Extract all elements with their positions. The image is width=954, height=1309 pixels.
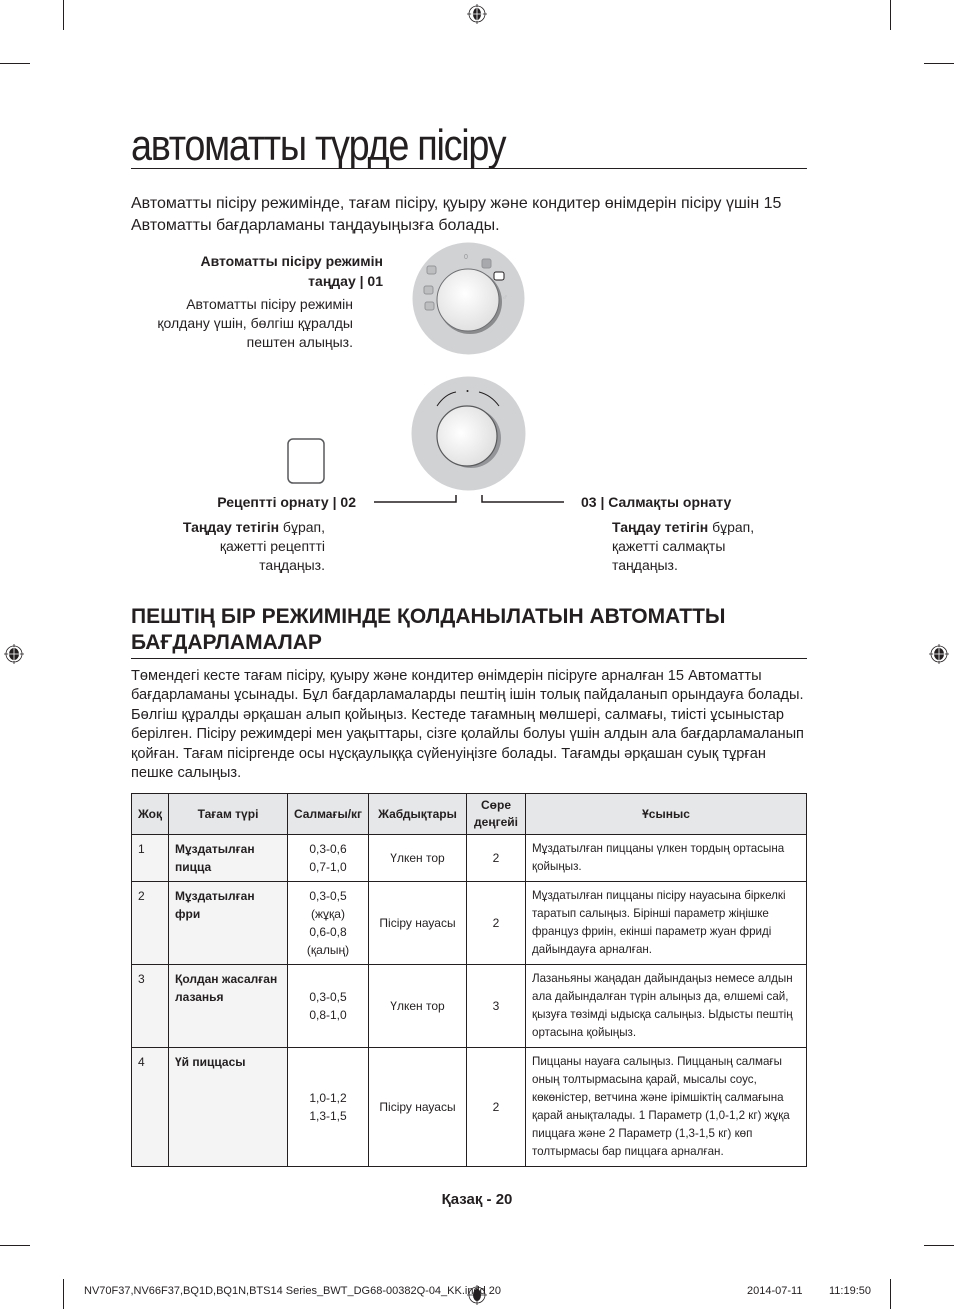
page-title: автоматты түрде пісіру <box>131 124 807 169</box>
cell-level: 2 <box>467 882 526 965</box>
table-row <box>132 835 807 882</box>
header-food: Тағам түрі <box>169 794 288 835</box>
header-weight: Салмағы/кг <box>288 794 369 835</box>
cell-weight: 0,3-0,5 (жұқа) 0,6-0,8 (қалың) <box>288 882 369 965</box>
cell-weight: 1,0-1,2 1,3-1,5 <box>288 1048 369 1167</box>
step-2-desc: Таңдау тетігін бұрап, қажетті рецептті таңдаңыз. <box>182 519 325 573</box>
cell-level: 2 <box>467 1048 526 1167</box>
section-title: ПЕШТІҢ БІР РЕЖИМІНДЕ ҚОЛДАНЫЛАТЫН АВТОМАТТЫ БАҒДАРЛАМАЛАР <box>131 604 807 659</box>
cell-no: 4 <box>132 1048 169 1167</box>
table-row <box>132 882 807 965</box>
crop-mark <box>63 1279 64 1309</box>
step-2-block <box>131 492 356 575</box>
table-header-row <box>132 794 807 835</box>
header-level: Сөре деңгейі <box>467 794 526 835</box>
header-no: Жоқ <box>132 794 169 835</box>
cell-level: 2 <box>467 835 526 882</box>
registration-mark-icon <box>3 643 25 665</box>
intro-paragraph: Автоматты пісіру режимінде, тағам пісіру, қуыру және кондитер өнімдерін пісіру үшін 15 Автоматты бағдарламаны таңдауыңызға болады. <box>131 195 782 234</box>
crop-mark <box>0 63 30 64</box>
cell-level: 3 <box>467 965 526 1048</box>
cell-food: Үй пиццасы <box>169 1048 288 1167</box>
step-1-title: Автоматты пісіру режимін таңдау | 01 <box>200 253 383 289</box>
table-row <box>132 1048 807 1167</box>
footer-time: 11:19:50 <box>829 1285 872 1297</box>
step-3-desc: Таңдау тетігін бұрап, қажетті салмақты таңдаңыз. <box>612 519 755 573</box>
cell-weight: 0,3-0,5 0,8-1,0 <box>288 965 369 1048</box>
table-row <box>132 965 807 1048</box>
crop-mark <box>924 1245 954 1246</box>
svg-text:0: 0 <box>464 254 468 261</box>
footer-file-name: NV70F37,NV66F37,BQ1D,BQ1N,BTS14 Series_BWT_DG68-00382Q-04_KK.indd 20 <box>84 1285 501 1297</box>
cell-recommendation: Мұздатылған пиццаны пісіру науасына біркелкі таратып салыңыз. Бірінші параметр жіңішке француз фриін, екінші параметр жуан фриді дайындауға арналған. <box>526 882 807 965</box>
crop-mark <box>924 63 954 64</box>
mode-selector-dial-icon <box>412 242 525 355</box>
registration-mark-icon <box>466 3 488 25</box>
cell-food: Қолдан жасалған лазанья <box>169 965 288 1048</box>
select-knob-icon <box>411 376 526 491</box>
crop-mark <box>890 1279 891 1309</box>
cell-food: Мұздатылған пицца <box>169 835 288 882</box>
crop-mark <box>890 0 891 30</box>
cell-recommendation: Пиццаны науаға салыңыз. Пиццаның салмағы оның толтырмасына қарай, мысалы соус, көкөністер, ветчина және ірімшіктің салмағына қарай анықталады. 1 Параметр (1,0-1,2 кг) жұқа пиццаға және 2 Параметр (1,3-1,5 кг) көп толтырмасы бар пиццаға арналған. <box>526 1048 807 1167</box>
cell-no: 1 <box>132 835 169 882</box>
registration-mark-icon <box>928 643 950 665</box>
page-number: Қазақ - 20 <box>441 1191 513 1208</box>
cell-accessory: Үлкен тор <box>369 835 467 882</box>
cell-recommendation: Лазаньяны жаңадан дайындаңыз немесе алдын ала дайындалған түрін алыңыз да, өлшемі сай, қызуға төзімді ыдысқа салыңыз. Ыдысты пештің ортасына қойыңыз. <box>526 965 807 1048</box>
auto-programs-table <box>131 793 807 1167</box>
header-recommendation: Ұсыныс <box>526 794 807 835</box>
cell-no: 2 <box>132 882 169 965</box>
step-1-desc: Автоматты пісіру режимін қолдану үшін, бөлгіш құралды пештен алыңыз. <box>157 296 353 350</box>
step-1-block <box>131 251 383 352</box>
cell-no: 3 <box>132 965 169 1048</box>
cell-accessory: Пісіру науасы <box>369 1048 467 1167</box>
connector-lines <box>370 490 570 510</box>
cell-accessory: Үлкен тор <box>369 965 467 1048</box>
footer-date: 2014-07-11 <box>747 1285 803 1297</box>
crop-mark <box>63 0 64 30</box>
cell-accessory: Пісіру науасы <box>369 882 467 965</box>
cell-weight: 0,3-0,6 0,7-1,0 <box>288 835 369 882</box>
cell-food: Мұздатылған фри <box>169 882 288 965</box>
cell-recommendation: Мұздатылған пиццаны үлкен тордың ортасына қойыңыз. <box>526 835 807 882</box>
display-icon <box>287 438 325 484</box>
crop-mark <box>0 1245 30 1246</box>
step-2-title: Рецептті орнату | 02 <box>217 494 356 510</box>
step-3-block <box>581 492 807 575</box>
svg-text:♂: ♂ <box>502 293 508 302</box>
step-3-title: 03 | Салмақты орнату <box>581 494 732 510</box>
section-body: Төмендегі кесте тағам пісіру, қуыру және кондитер өнімдерін пісіруге арналған 15 Автоматты бағдарламаны ұсынады. Бұл бағдарламаларды пештің ішін толық пайдаланып орындауға болады. Бөлгіш құралды әрқашан алып қойыңыз. Кестеде тағамның мөлшері, салмағы, тиісті ұсыныстар берілген. Пісіру режимдері мен уақыттары, сізге қолайлы болуы үшін алдын ала бағдарламаланып қойған. Тағам пісіргенде осы нұсқаулыққа сүйенуіңізге болады. Тағамды әрқашан суық тұрған пешке салыңыз. <box>131 668 804 782</box>
header-accessory: Жабдықтары <box>369 794 467 835</box>
